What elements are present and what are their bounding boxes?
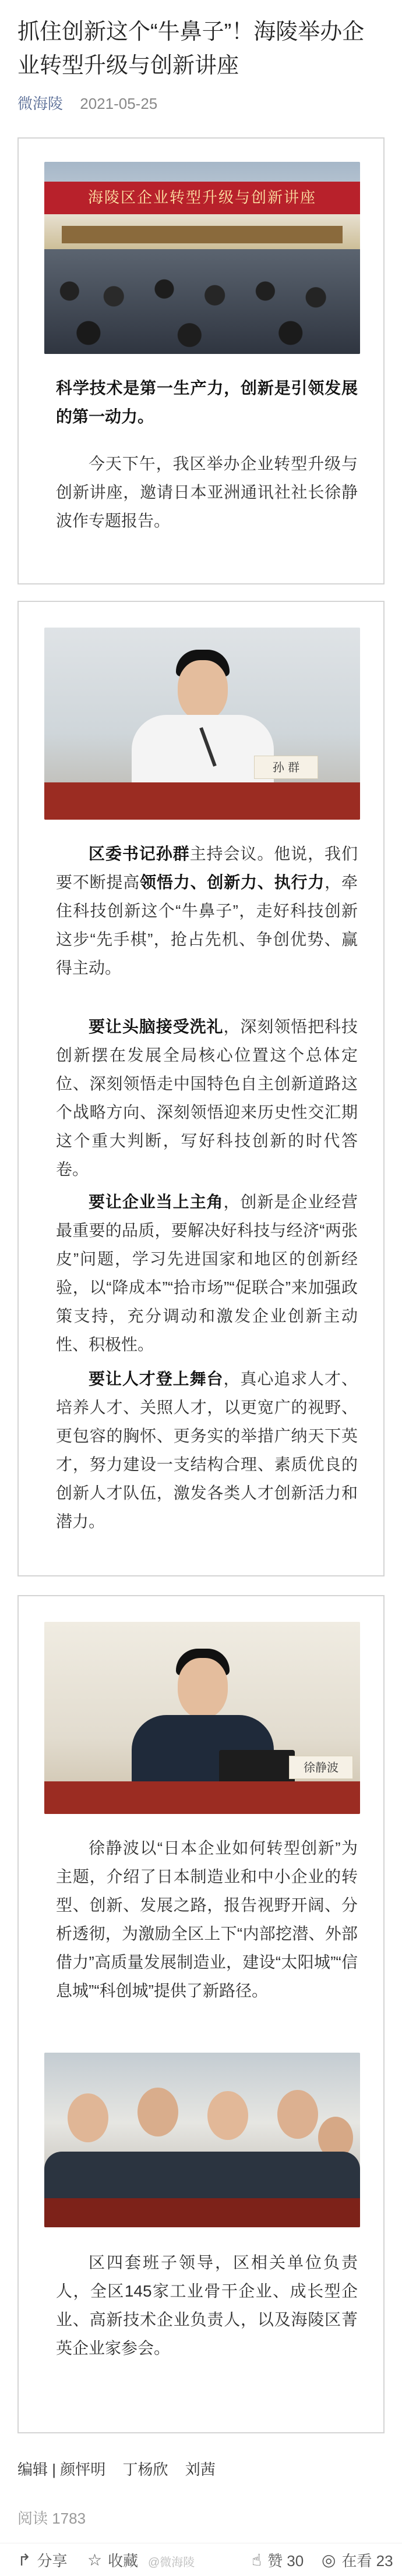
attendee-3 (207, 2091, 248, 2140)
bottom-action-bar (0, 2543, 402, 2576)
speaker2-photo (44, 1622, 360, 1814)
speaker2-nameplate: 徐静波 (289, 1756, 353, 1779)
article-date: 2021-05-25 (80, 95, 158, 112)
share-icon: ↱ (17, 2551, 31, 2569)
section3-p2: 区四套班子领导，区相关单位负责人，全区145家工业骨干企业、成长型企业、高新技术企业负责人，以及海陵区菁英企业家参会。 (56, 2253, 358, 2357)
article-title: 抓住创新这个“牛鼻子”！海陵举办企业转型升级与创新讲座 (17, 20, 365, 78)
editor-label: 编辑 | 颜怦明 (17, 2461, 106, 2478)
looking-label: 在看 23 (341, 2552, 393, 2570)
speaker2-table (44, 1781, 360, 1814)
section2-p1: 区委书记孙群主持会议。他说，我们要不断提高领悟力、创新力、执行力，牵住科技创新这个“牛鼻子”，走好科技创新这步“先手棋”，抢占先机、争创优势、赢得主动。 (56, 845, 358, 977)
section3-p1: 徐静波以“日本企业如何转型创新”为主题，介绍了日本制造业和中小企业的转型、创新、发展之路，报告视野开阔、分析透彻，为激励全区上下“内部挖潜、外部借力”高质量发展制造业，建设“太阳城”“信息城”“科创城”提供了新路径。 (56, 1839, 358, 2000)
section2-p3: 要让企业当上主角，创新是企业经营最重要的品质，要解决好科技与经济“两张皮”问题，学习先进国家和地区的创新经验，以“降成本”“拾市场”“促联合”来加强政策支持，充分调动和激发企业创新主动性、积极性。 (56, 1193, 358, 1353)
section-card-1 (17, 137, 385, 584)
share-button[interactable] (17, 2549, 67, 2571)
editor-credits (17, 2458, 228, 2479)
attendees-bodies (44, 2152, 360, 2198)
attendee-2 (137, 2088, 178, 2136)
audience-heads (44, 249, 360, 354)
section2-p2: 要让头脑接受洗礼，深刻领悟把科技创新摆在发展全局核心位置这个总体定位、深刻领悟走中国特色自主创新道路这个战略方向、深刻领悟迎来历史性交汇期这个重大判断，写好科技创新的时代答卷。 (56, 1018, 358, 1178)
speaker1-photo (44, 628, 360, 820)
attendee-1 (68, 2093, 108, 2142)
speaker1-nameplate: 孙 群 (254, 756, 318, 779)
favorite-label: 收藏 (108, 2552, 139, 2570)
looking-button[interactable] (322, 2549, 393, 2571)
favorite-button[interactable] (87, 2549, 138, 2571)
speaker2-head (178, 1658, 228, 1718)
eye-icon: ◎ (322, 2551, 336, 2569)
watermark-text: @微海陵 (148, 2556, 195, 2569)
audience-table (44, 2198, 360, 2227)
conference-hall-photo (44, 162, 360, 354)
star-icon: ☆ (87, 2551, 103, 2569)
like-label: 赞 30 (267, 2552, 304, 2570)
speaker1-head (178, 660, 228, 721)
like-button[interactable] (252, 2549, 304, 2571)
editor-name-3: 刘茜 (185, 2461, 216, 2478)
presidium-desk (62, 226, 343, 243)
section1-body: 今天下午，我区举办企业转型升级与创新讲座，邀请日本亚洲通讯社社长徐静波作专题报告。 (56, 455, 358, 530)
section-card-3 (17, 1595, 385, 2433)
article-meta (17, 92, 157, 114)
share-label: 分享 (37, 2552, 68, 2570)
read-count: 阅读 1783 (17, 2510, 86, 2527)
editor-name-2: 丁杨欣 (122, 2461, 168, 2478)
thumbs-up-icon: ☝ (252, 2551, 262, 2569)
attendee-4 (277, 2090, 318, 2139)
hall-banner: 海陵区企业转型升级与创新讲座 (44, 182, 360, 214)
speaker1-table (44, 782, 360, 820)
section-card-2 (17, 601, 385, 1576)
section1-lead: 科学技术是第一生产力，创新是引领发展的第一动力。 (56, 379, 358, 426)
section2-p4: 要让人才登上舞台，真心追求人才、培养人才、关照人才，以更宽广的视野、更包容的胸怀、更务实的举措广纳天下英才，努力建设一支结构合理、素质优良的创新人才队伍，激发各类人才创新活力和潜力。 (56, 1370, 358, 1530)
article-source-link[interactable]: 微海陵 (17, 95, 64, 112)
audience-photo (44, 2053, 360, 2227)
